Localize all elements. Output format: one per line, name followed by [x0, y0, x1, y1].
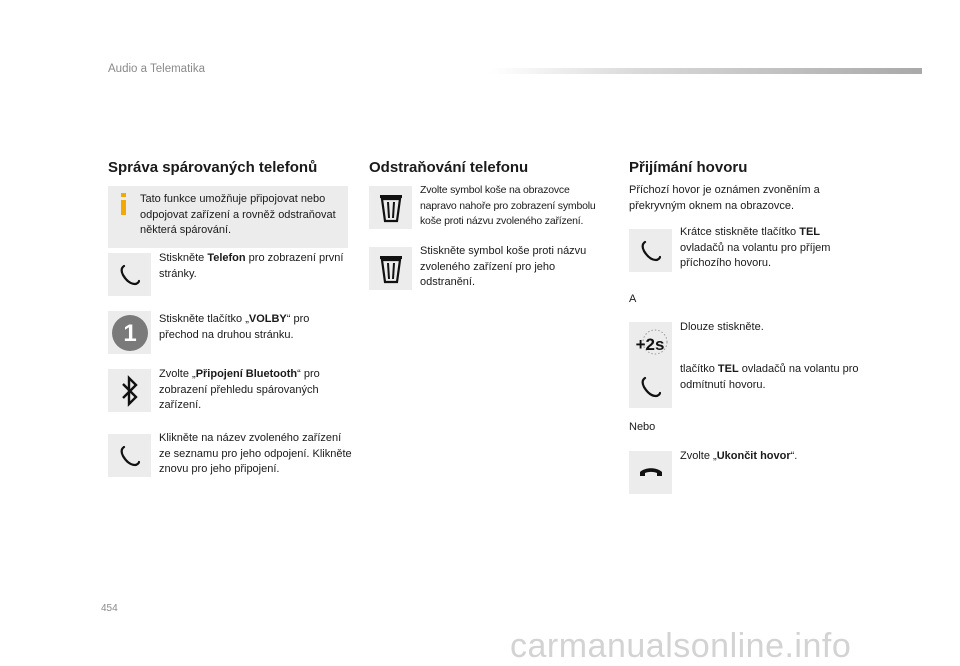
info-icon — [116, 192, 130, 218]
page-number: 454 — [101, 603, 118, 614]
delete-step-1: Zvolte symbol koše na obrazovce napravo nahoře pro zobrazení symbolu koše proti názvu zvoleného zařízení. — [420, 184, 596, 227]
receive-step-1: Krátce stiskněte tlačítko TEL ovladačů na volantu pro příjem příchozího hovoru. — [680, 226, 831, 269]
conjunction-nebo: Nebo — [629, 421, 656, 433]
header-label: Audio a Telematika — [108, 63, 205, 75]
hang-up-icon — [629, 451, 672, 494]
receive-step-2: Dlouze stiskněte. — [680, 321, 764, 333]
trash-icon — [369, 186, 412, 229]
watermark: carmanualsonline.info — [510, 627, 852, 665]
receive-step-3: tlačítko TEL ovladačů na volantu pro odmítnutí hovoru. — [680, 363, 859, 391]
phone-icon — [108, 253, 151, 296]
step-number-icon — [108, 311, 151, 354]
info-text: Tato funkce umožňuje připojovat nebo odpojovat zařízení a rovněž odstraňovat některá spárování. — [140, 193, 336, 236]
long-press-text: +2s — [635, 335, 665, 354]
conjunction-a: A — [629, 293, 637, 305]
step-number-text: 1 — [122, 319, 137, 347]
header-rule — [490, 68, 922, 74]
pairing-step-1: Stiskněte Telefon pro zobrazení první stránky. — [159, 252, 344, 280]
pairing-step-2: Stiskněte tlačítko „VOLBY“ pro přechod na druhou stránku. — [159, 313, 310, 341]
receive-intro: Příchozí hovor je oznámen zvoněním a překryvným oknem na obrazovce. — [629, 184, 820, 212]
section-title-receive: Přijímání hovoru — [629, 159, 748, 176]
pairing-step-3: Zvolte „Připojení Bluetooth“ pro zobrazení přehledu spárovaných zařízení. — [159, 368, 320, 411]
delete-step-2: Stiskněte symbol koše proti názvu zvoleného zařízení pro jeho odstranění. — [420, 245, 587, 288]
phone-icon — [629, 365, 672, 408]
trash-icon — [369, 247, 412, 290]
bluetooth-icon — [108, 369, 151, 412]
long-press-icon — [629, 322, 672, 365]
phone-icon — [108, 434, 151, 477]
section-title-delete: Odstraňování telefonu — [369, 159, 529, 176]
pairing-step-4: Klikněte na název zvoleného zařízení ze seznamu pro jeho odpojení. Klikněte znovu pro jeho připojení. — [159, 432, 352, 475]
phone-icon — [629, 229, 672, 272]
receive-step-4: Zvolte „Ukončit hovor“. — [680, 450, 798, 462]
section-title-pairing: Správa spárovaných telefonů — [108, 159, 318, 176]
